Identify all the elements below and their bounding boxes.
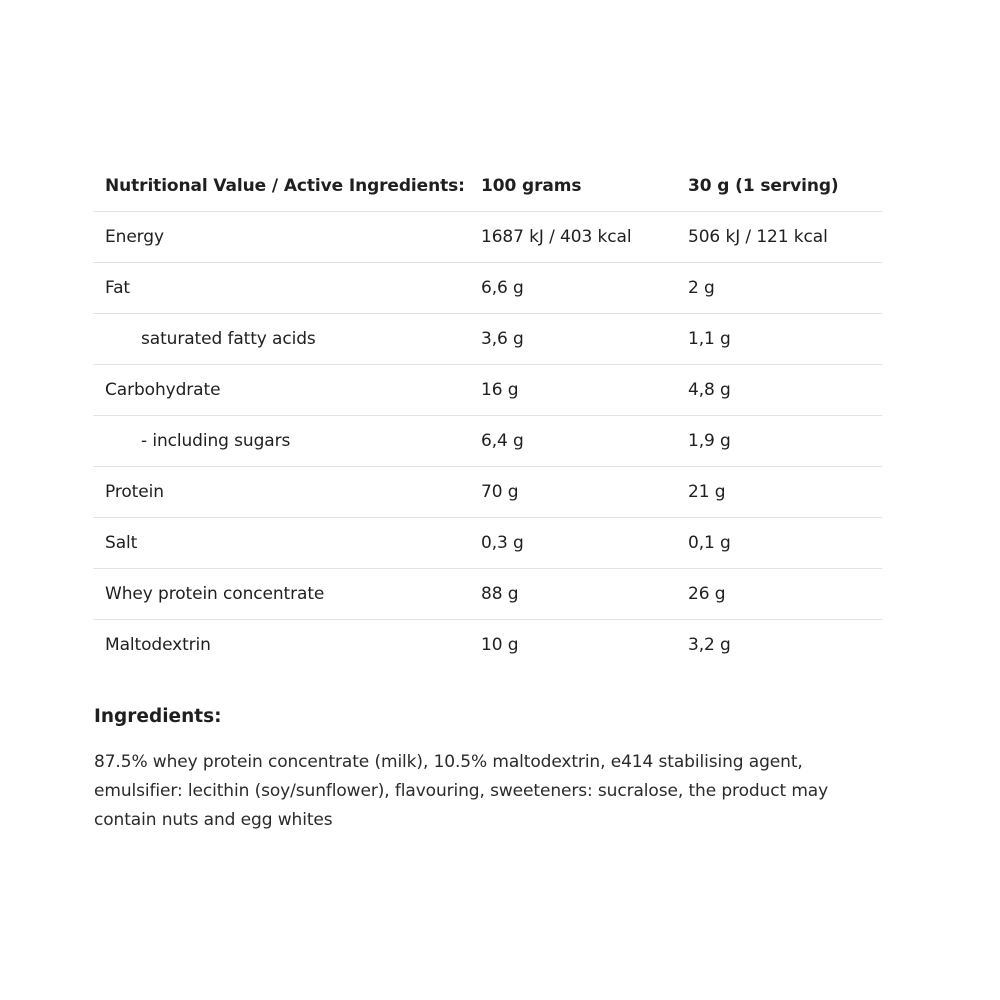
value-per-serving: 21 g: [688, 482, 726, 502]
header-nutrient: Nutritional Value / Active Ingredients:: [105, 176, 465, 196]
ingredients-heading: Ingredients:: [94, 706, 222, 727]
value-per-100g: 88 g: [481, 584, 519, 604]
value-per-100g: 70 g: [481, 482, 519, 502]
nutrient-name: Whey protein concentrate: [105, 584, 325, 604]
table-row-sugars: [93, 416, 882, 467]
nutrient-name: Protein: [105, 482, 164, 502]
value-per-100g: 6,4 g: [481, 431, 524, 451]
nutrient-name: Fat: [105, 278, 131, 298]
value-per-100g: 3,6 g: [481, 329, 524, 349]
value-per-100g: 0,3 g: [481, 533, 524, 553]
value-per-100g: 1687 kJ / 403 kcal: [481, 227, 632, 247]
value-per-serving: 3,2 g: [688, 635, 731, 655]
table-row-maltodextrin: [93, 620, 882, 670]
table-header-row: [93, 161, 882, 212]
table-row-whey-protein-concentrate: [93, 569, 882, 620]
nutrient-name: - including sugars: [141, 431, 291, 451]
value-per-serving: 1,9 g: [688, 431, 731, 451]
table-row-salt: [93, 518, 882, 569]
nutrient-name: Energy: [105, 227, 164, 247]
value-per-serving: 1,1 g: [688, 329, 731, 349]
value-per-100g: 6,6 g: [481, 278, 524, 298]
nutrient-name: Maltodextrin: [105, 635, 211, 655]
table-row-saturated-fatty-acids: [93, 314, 882, 365]
value-per-serving: 26 g: [688, 584, 726, 604]
value-per-serving: 2 g: [688, 278, 715, 298]
value-per-serving: 506 kJ / 121 kcal: [688, 227, 828, 247]
nutrient-name: saturated fatty acids: [141, 329, 316, 349]
table-row-fat: [93, 263, 882, 314]
header-per-100g: 100 grams: [481, 176, 582, 196]
value-per-serving: 0,1 g: [688, 533, 731, 553]
table-row-protein: [93, 467, 882, 518]
nutrient-name: Carbohydrate: [105, 380, 221, 400]
nutrition-table: [93, 161, 882, 670]
value-per-serving: 4,8 g: [688, 380, 731, 400]
table-row-energy: [93, 212, 882, 263]
value-per-100g: 10 g: [481, 635, 519, 655]
ingredients-text: 87.5% whey protein concentrate (milk), 10.5% maltodextrin, e414 stabilising agent, emulsifier: lecithin (soy/sunflower), flavouring, sweeteners: sucralose, the product may contain nuts and egg whites: [94, 752, 829, 830]
header-per-serving: 30 g (1 serving): [688, 176, 839, 196]
nutrient-name: Salt: [105, 533, 138, 553]
table-row-carbohydrate: [93, 365, 882, 416]
value-per-100g: 16 g: [481, 380, 519, 400]
ingredients-section: [94, 704, 884, 835]
